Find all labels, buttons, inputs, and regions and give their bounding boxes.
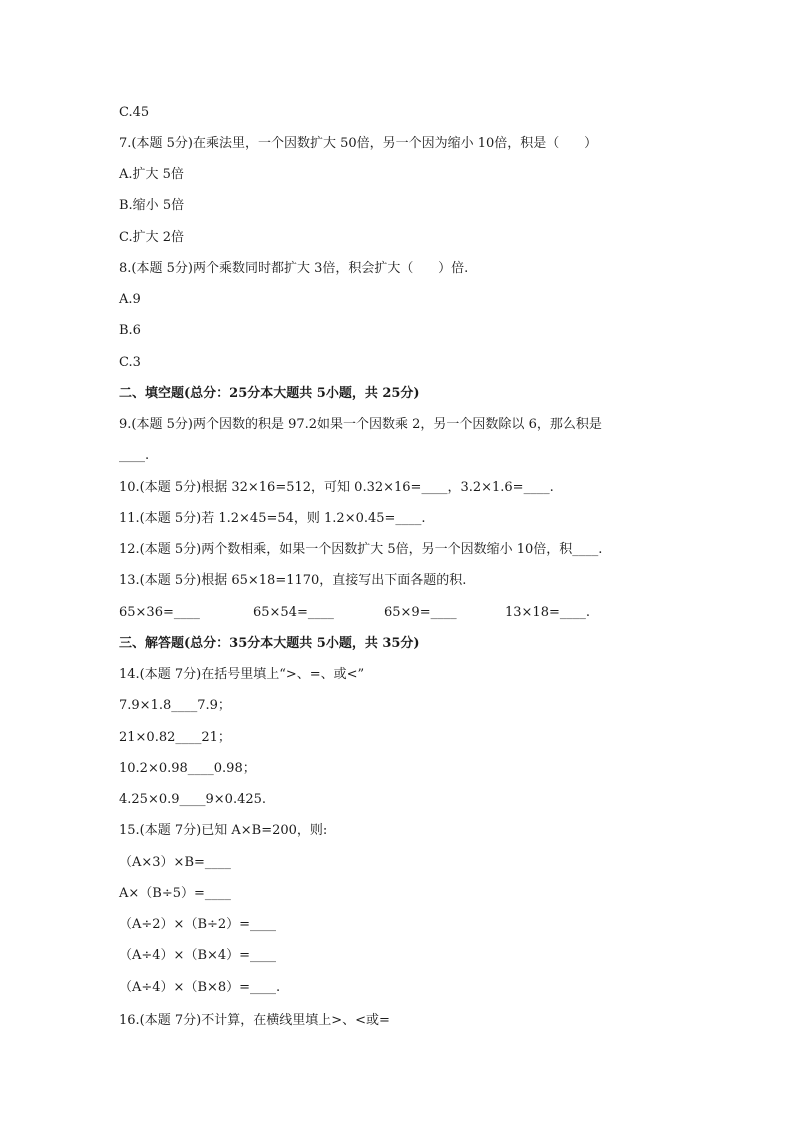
section-2-heading: 二、填空题(总分：25分本大题共 5小题，共 25分) xyxy=(119,386,420,401)
q8-option-c: C.3 xyxy=(119,355,141,370)
q13-item-3: 65×9=____ xyxy=(384,605,457,620)
q7-option-b: B.缩小 5倍 xyxy=(119,198,185,213)
q9-blank: ____. xyxy=(119,448,150,463)
q15-item-3: （A÷2）×（B÷2）=____ xyxy=(119,917,277,932)
q13-items xyxy=(119,604,719,622)
q13-item-4: 13×18=____. xyxy=(505,605,591,620)
q15-item-2: A×（B÷5）=____ xyxy=(119,886,231,901)
q15-item-5: （A÷4）×（B×8）=____. xyxy=(119,980,281,995)
q8-option-b: B.6 xyxy=(119,323,141,338)
q8-option-a: A.9 xyxy=(119,292,141,307)
q15-item-1: （A×3）×B=____ xyxy=(119,855,231,870)
q7-option-a: A.扩大 5倍 xyxy=(119,167,184,182)
q13-item-1: 65×36=____ xyxy=(119,605,200,620)
q14-item-2: 21×0.82____21； xyxy=(119,730,231,745)
q13-item-2: 65×54=____ xyxy=(253,605,334,620)
q9-text: 9.(本题 5分)两个因数的积是 97.2如果一个因数乘 2，另一个因数除以 6，那么积是 xyxy=(119,417,602,432)
q14-text: 14.(本题 7分)在括号里填上“>、=、或<” xyxy=(119,667,365,682)
q10-text: 10.(本题 5分)根据 32×16=512，可知 0.32×16=____，3.2×1.6=____. xyxy=(119,480,554,495)
q15-text: 15.(本题 7分)已知 A×B=200，则: xyxy=(119,823,328,838)
q14-item-1: 7.9×1.8____7.9； xyxy=(119,698,231,713)
q6-option-c: C.45 xyxy=(119,105,150,120)
q14-item-3: 10.2×0.98____0.98； xyxy=(119,761,256,776)
q14-item-4: 4.25×0.9____9×0.425. xyxy=(119,792,267,807)
q16-text: 16.(本题 7分)不计算，在横线里填上>、<或= xyxy=(119,1013,390,1028)
q11-text: 11.(本题 5分)若 1.2×45=54，则 1.2×0.45=____. xyxy=(119,511,426,526)
q15-item-4: （A÷4）×（B×4）=____ xyxy=(119,948,277,963)
q8-text: 8.(本题 5分)两个乘数同时都扩大 3倍，积会扩大（ ）倍. xyxy=(119,261,469,276)
q12-text: 12.(本题 5分)两个数相乘，如果一个因数扩大 5倍，另一个因数缩小 10倍，积____. xyxy=(119,542,603,557)
q13-text: 13.(本题 5分)根据 65×18=1170，直接写出下面各题的积. xyxy=(119,573,467,588)
q7-option-c: C.扩大 2倍 xyxy=(119,230,185,245)
section-3-heading: 三、解答题(总分：35分本大题共 5小题，共 35分) xyxy=(119,636,420,651)
q7-text: 7.(本题 5分)在乘法里，一个因数扩大 50倍，另一个因为缩小 10倍，积是（ ） xyxy=(119,136,598,151)
